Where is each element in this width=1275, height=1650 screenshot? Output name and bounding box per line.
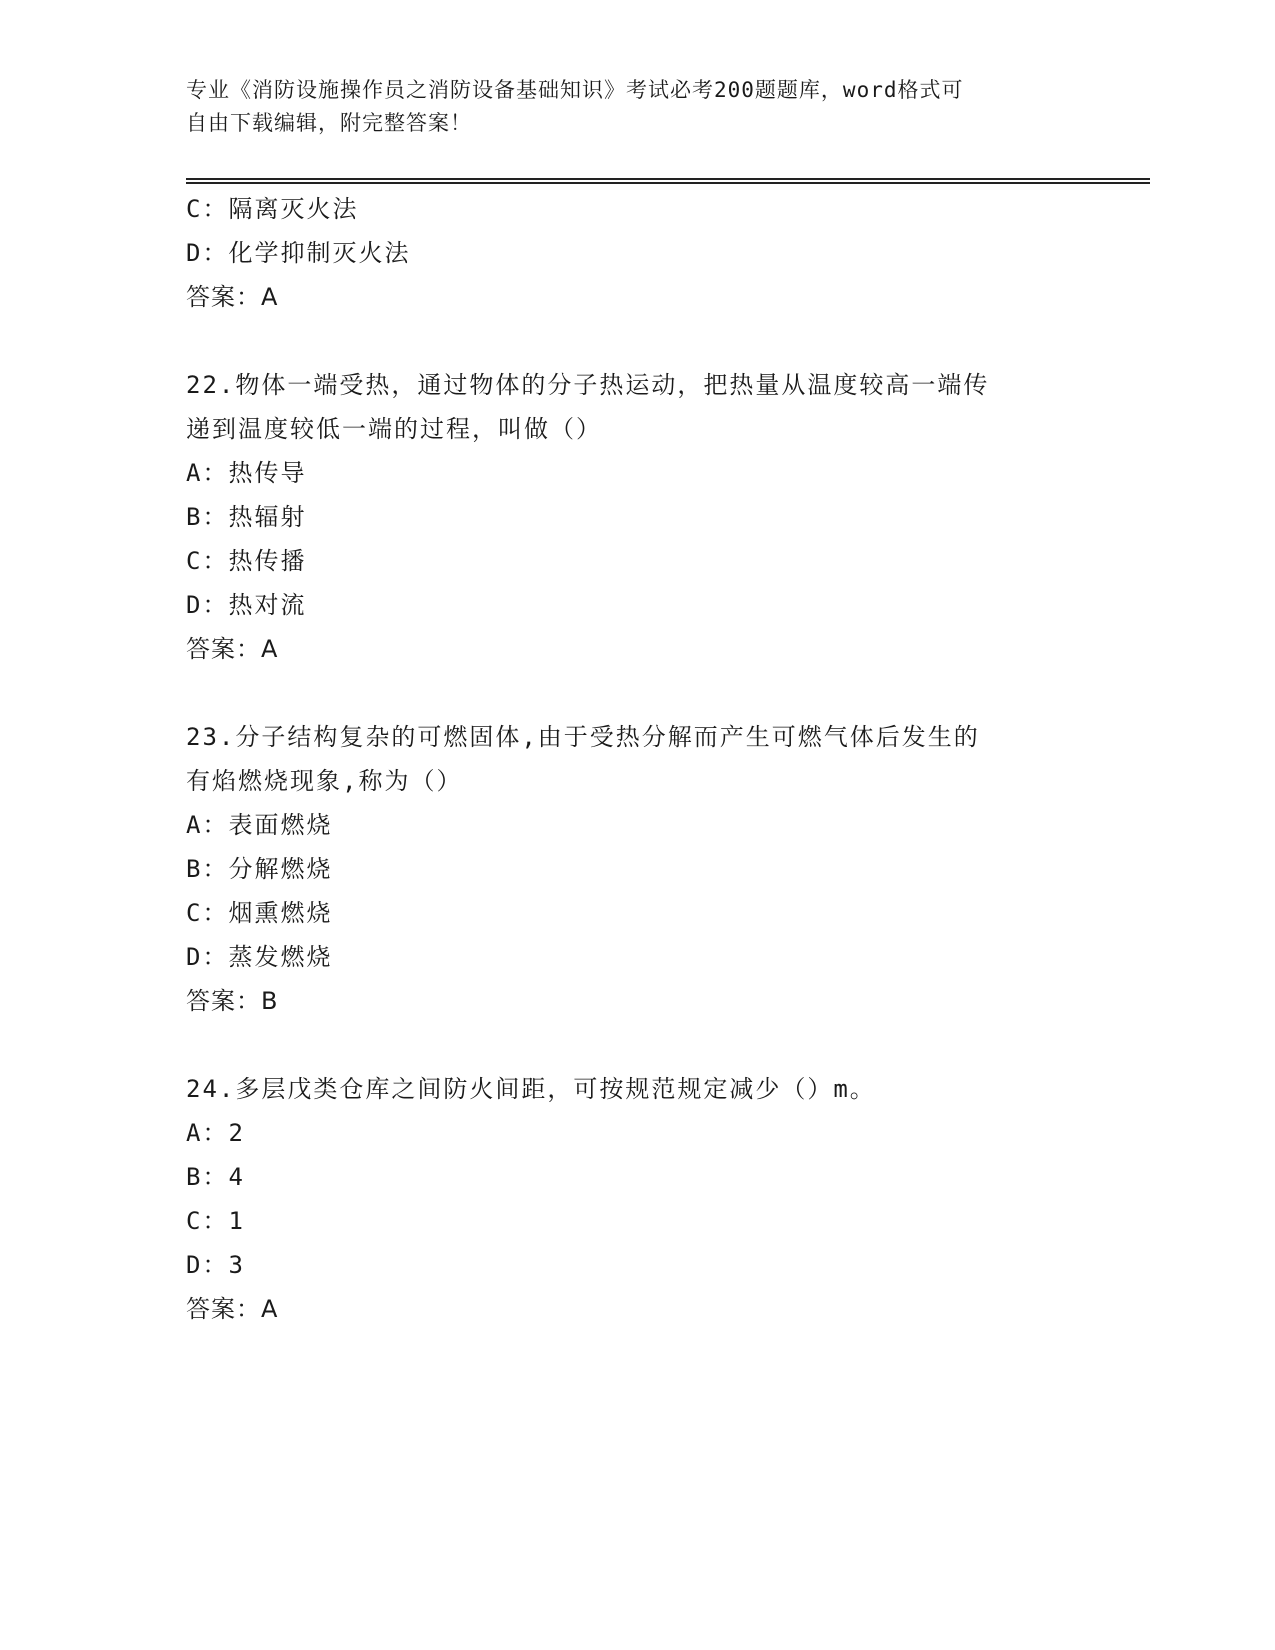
q24-option-d: D：3	[186, 1251, 245, 1279]
q23-answer: 答案：B	[186, 987, 279, 1015]
q23-option-d: D：蒸发燃烧	[186, 943, 333, 971]
prev-answer: 答案：A	[186, 283, 279, 311]
document-header	[186, 74, 1066, 140]
header-line-1: 专业《消防设施操作员之消防设备基础知识》考试必考200题题库，word格式可	[186, 78, 964, 102]
prev-option-d: D：化学抑制灭火法	[186, 239, 411, 267]
q24-option-c: C：1	[186, 1207, 245, 1235]
prev-option-c: C：隔离灭火法	[186, 195, 359, 223]
q22-option-c: C：热传播	[186, 547, 307, 575]
q23-option-a: A：表面燃烧	[186, 811, 333, 839]
q24-answer: 答案：A	[186, 1295, 279, 1323]
q22-stem-line-2: 递到温度较低一端的过程，叫做（）	[186, 415, 602, 443]
q22-option-b: B：热辐射	[186, 503, 307, 531]
q23-option-c: C：烟熏燃烧	[186, 899, 333, 927]
q22-option-a: A：热传导	[186, 459, 307, 487]
header-divider-bottom	[186, 182, 1150, 184]
q22-option-d: D：热对流	[186, 591, 307, 619]
q24-option-a: A：2	[186, 1119, 245, 1147]
q23-stem-line-2: 有焰燃烧现象,称为（）	[186, 767, 463, 795]
q22-answer: 答案：A	[186, 635, 279, 663]
q23-stem-line-1: 23.分子结构复杂的可燃固体,由于受热分解而产生可燃气体后发生的	[186, 723, 980, 751]
q24-option-b: B：4	[186, 1163, 245, 1191]
header-divider-top	[186, 178, 1150, 180]
q23-option-b: B：分解燃烧	[186, 855, 333, 883]
header-line-2: 自由下载编辑，附完整答案！	[186, 111, 472, 135]
q22-stem-line-1: 22.物体一端受热，通过物体的分子热运动，把热量从温度较高一端传	[186, 371, 990, 399]
q24-stem-line-1: 24.多层戊类仓库之间防火间距，可按规范规定减少（）m。	[186, 1075, 876, 1103]
